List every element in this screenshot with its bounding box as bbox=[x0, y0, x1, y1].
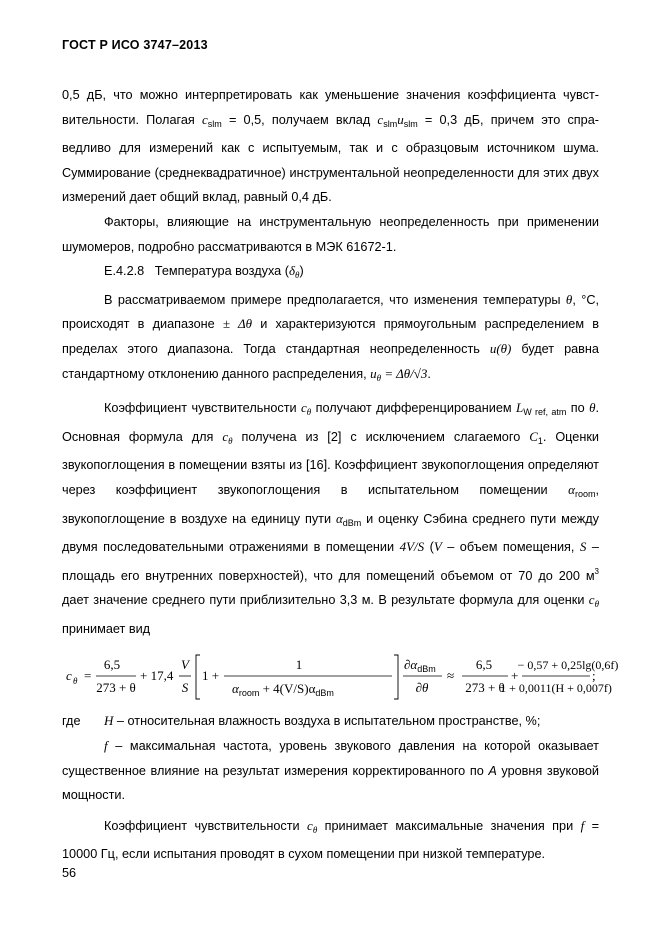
math-f: f bbox=[580, 817, 585, 833]
math-c-theta: $c_\theta$ bbox=[222, 428, 233, 446]
fraction-v-over-s-num: V bbox=[181, 657, 189, 673]
fraction2-numerator: 6,5 bbox=[475, 657, 493, 673]
fraction-v-over-s-den: S bbox=[181, 680, 189, 696]
math-f: f bbox=[104, 738, 108, 754]
formula-lhs-sub: θ bbox=[73, 676, 78, 687]
math-alpha-dbm: $\alpha_{dBm}$ bbox=[335, 510, 362, 528]
where-definition-h bbox=[62, 709, 599, 734]
formula-lhs: c bbox=[66, 668, 72, 684]
bracket-one-plus: 1 + bbox=[202, 668, 220, 684]
weighting-a: А bbox=[488, 763, 497, 778]
math-c-theta: $c_\theta$ bbox=[301, 400, 312, 418]
section-heading: Е.4.2.8 Температура воздуха $(\delta_\theta)$ bbox=[104, 263, 304, 281]
superscript-3: 3 bbox=[594, 566, 599, 576]
inner-fraction-numerator: 1 bbox=[295, 657, 303, 673]
left-bracket bbox=[196, 655, 200, 699]
text-run: = 0,3 дБ, причем это спра- bbox=[417, 112, 600, 127]
fraction1-numerator: 6,5 bbox=[103, 657, 121, 673]
definition-h: H – относительная влажность воздуха в испытательном пространстве, %; bbox=[104, 713, 541, 729]
paragraph-instrument-1 bbox=[62, 83, 599, 210]
math-pm-delta-theta: ± Δθ bbox=[222, 316, 252, 332]
paragraph-instrument-2: Факторы, влияющие на инструментальную неопределенность при применении шумомеров, подробно рассматриваются в МЭК 61672-1. bbox=[62, 214, 599, 254]
page-number: 56 bbox=[62, 866, 77, 880]
paragraph-max-value: Коэффициент чувствительности $c_\theta$ принимает максимальные значения при f = 10000 Гц, если испытания проводят в сухом помещении при низкой температуре. bbox=[62, 817, 599, 862]
math-alpha-room: $\alpha_{room}$ bbox=[568, 481, 596, 499]
section-number: Е.4.2.8 bbox=[104, 264, 145, 279]
formula-plus-17-4: + 17,4 bbox=[140, 668, 174, 684]
formula-approx: ≈ bbox=[447, 668, 455, 684]
where-label: где bbox=[62, 714, 81, 729]
math-s: S bbox=[579, 539, 587, 555]
math-c-theta: $c_\theta$ bbox=[307, 817, 318, 835]
formula-c-theta bbox=[62, 643, 619, 703]
math-c-slm-u-slm: $c_{slm}u_{slm}$ bbox=[377, 111, 418, 129]
fraction1-denominator: 273 + θ bbox=[96, 680, 136, 696]
math-delta-theta: $\delta_\theta$ bbox=[288, 263, 300, 281]
paragraph-temperature: В рассматриваемом примере предполагается, что изменения температуры θ, °С, происходят в диапазоне ± Δθ и характеризуются прямоугольным распределением в пределах этого диапазона. Тогда стандартная неопределенность u(θ) будет равна стандартному отклонению данного распределения, $u_\theta = \Delta\theta/√3$. bbox=[62, 291, 600, 383]
right-bracket bbox=[394, 655, 398, 699]
formula-equals: = bbox=[84, 668, 92, 684]
fraction3-denominator: 1 + 0,0011(H + 0,007f) bbox=[500, 681, 612, 696]
fraction2-denominator: 273 + θ bbox=[465, 680, 505, 696]
dalpha-numerator: $\partial\alpha_{dBm}$ bbox=[404, 657, 436, 675]
text-run: вительности. Полагая bbox=[62, 112, 202, 127]
document-header: ГОСТ Р ИСО 3747–2013 bbox=[62, 38, 208, 52]
page-body bbox=[62, 83, 619, 867]
formula-plus: + bbox=[511, 668, 519, 684]
math-c-theta: $c_\theta$ bbox=[588, 592, 599, 610]
formula-semicolon: ; bbox=[592, 668, 596, 684]
dalpha-denominator: ∂θ bbox=[415, 680, 429, 696]
math-h: H bbox=[104, 713, 114, 729]
math-c-slm: $c_{slm}$ bbox=[201, 111, 222, 129]
definition-f: f – максимальная частота, уровень звукового давления на которой оказывает существенное влияние на результат измерения корректированного по А уровня звуковой мощности. bbox=[62, 738, 599, 803]
section-title: Температура воздуха ( bbox=[154, 264, 289, 279]
fraction3-numerator: − 0,57 + 0,25lg(0,6f) bbox=[517, 658, 619, 673]
inner-fraction-denominator: $\alpha_{room} + 4(V/S)\alpha_{dBm}$ bbox=[232, 681, 334, 699]
math-theta: θ bbox=[565, 291, 573, 307]
math-4v-over-s: 4V/S bbox=[399, 539, 425, 555]
text-run: ведливо для измерений как с испытуемым, так и с образцовым источником шума. Суммирование (среднеквадратичное) инструментальной неопределенности для этих двух измерений дает общий вклад, равный 0,4 дБ. bbox=[62, 141, 599, 205]
paragraph-sensitivity: Коэффициент чувствительности $c_\theta$ получают дифференцированием $L_{W ref, atm}$ по θ. Основная формула для $c_\theta$ получена из [2] с исключением слагаемого $C_1$. Оценки звукопоглощения в помещении взяты из [16]. Коэффициент звукопоглощения определяют через коэффициент звукопоглощения в испытательном помещении $\alpha_{room}$, звукопоглощение в воздухе на единицу пути $\alpha_{dBm}$ и оценку Сэбина среднего пути между двумя последовательными отражениями в помещении 4V/S (V – объем помещения, S – площадь его внутренних поверхностей), что для помещений объемом от 70 до 200 $м^3$ дает значение среднего пути приблизительно 3,3 м. В результате формула для оценки $c_\theta$ принимает вид bbox=[62, 400, 600, 636]
math-v: V bbox=[433, 539, 442, 555]
text-run: = 0,5, получаем вклад bbox=[221, 112, 378, 127]
math-u-theta: u(θ) bbox=[489, 340, 512, 356]
text-run: 0,5 дБ, что можно интерпретировать как уменьшение значения коэффициента чувст- bbox=[62, 88, 599, 102]
math-theta: θ bbox=[589, 400, 596, 416]
math-u-theta-eq: $u_\theta = \Delta\theta/√3$ bbox=[370, 365, 428, 383]
math-L-wref-atm: $L_{W ref, atm}$ bbox=[515, 400, 567, 418]
math-c1: $C_1$ bbox=[529, 428, 543, 446]
